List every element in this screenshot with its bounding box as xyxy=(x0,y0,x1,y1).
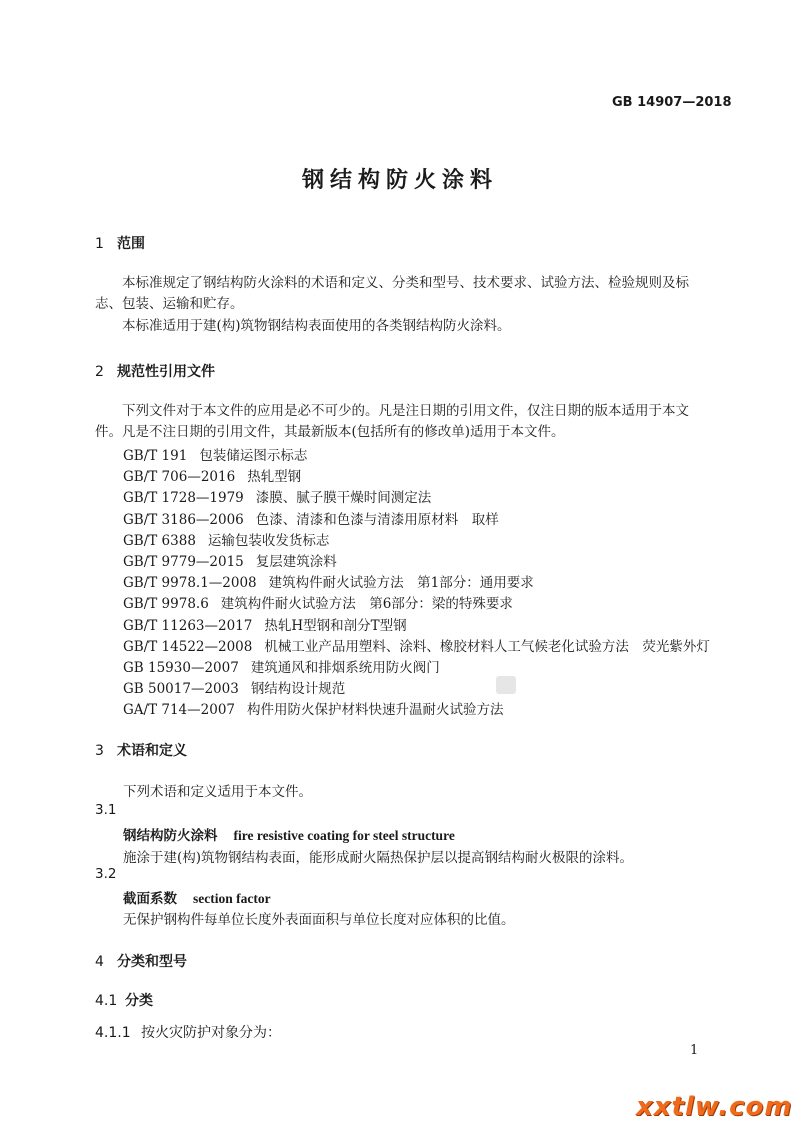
reference-code: GB/T 1728—1979 xyxy=(123,490,244,507)
reference-item xyxy=(123,486,431,506)
term-number: 3.1 xyxy=(95,802,117,818)
reference-code: GB 50017—2003 xyxy=(123,681,239,698)
page-number: 1 xyxy=(690,1043,699,1058)
reference-item xyxy=(123,614,407,634)
reference-code: GA/T 714—2007 xyxy=(123,702,236,719)
section-4-heading xyxy=(95,951,187,971)
section-title: 术语和定义 xyxy=(117,743,187,759)
term-english: section factor xyxy=(193,891,271,906)
section-number: 4 xyxy=(95,954,104,970)
reference-item xyxy=(123,444,307,464)
subsection-4-1-heading xyxy=(95,990,153,1010)
section-1-heading xyxy=(95,233,145,253)
scan-smudge xyxy=(496,676,516,694)
reference-item xyxy=(123,656,440,676)
reference-item xyxy=(123,550,337,570)
term-chinese: 钢结构防火涂料 xyxy=(123,828,218,844)
reference-title: 包装储运图示标志 xyxy=(199,448,308,464)
term-english: fire resistive coating for steel structure xyxy=(233,828,455,843)
reference-item xyxy=(123,677,345,697)
reference-title: 构件用防火保护材料快速升温耐火试验方法 xyxy=(247,702,504,719)
term-number: 3.2 xyxy=(95,866,117,882)
clause-4-1-1 xyxy=(95,1022,281,1042)
section-title: 范围 xyxy=(117,236,145,252)
reference-item xyxy=(123,465,301,485)
section-title: 分类和型号 xyxy=(117,954,187,970)
reference-title: 建筑通风和排烟系统用防火阀门 xyxy=(250,660,440,676)
reference-title: 色漆、清漆和色漆与清漆用原材料 取样 xyxy=(255,511,499,528)
reference-item xyxy=(123,571,534,591)
clause-number: 4.1.1 xyxy=(95,1025,131,1041)
subsection-number: 4.1 xyxy=(95,993,118,1009)
term-definition: 施涂于建(构)筑物钢结构表面，能形成耐火隔热保护层以提高钢结构耐火极限的涂料。 xyxy=(123,850,634,866)
section-number: 2 xyxy=(95,364,104,380)
reference-item xyxy=(123,508,499,528)
reference-code: GB/T 11263—2017 xyxy=(123,617,253,634)
section-title: 规范性引用文件 xyxy=(117,364,215,380)
reference-code: GB/T 9978.1—2008 xyxy=(123,575,257,592)
term-heading xyxy=(123,824,455,844)
refs-intro-paragraph: 下列文件对于本文件的应用是必不可少的。凡是注日期的引用文件，仅注日期的版本适用于本文件。凡是不注日期的引用文件，其最新版本(包括所有的修改单)适用于本文件。 xyxy=(95,403,689,440)
subsection-title: 分类 xyxy=(125,993,153,1009)
document-title: 钢结构防火涂料 xyxy=(301,168,498,193)
reference-code: GB/T 9779—2015 xyxy=(123,554,244,570)
reference-title: 建筑构件耐火试验方法 第1部分：通用要求 xyxy=(268,575,534,592)
reference-title: 热轧型钢 xyxy=(247,469,302,486)
reference-code: GB 15930—2007 xyxy=(123,660,239,676)
reference-title: 复层建筑涂料 xyxy=(255,554,337,570)
reference-item xyxy=(123,635,710,655)
reference-code: GB/T 6388 xyxy=(123,532,196,549)
reference-title: 建筑构件耐火试验方法 第6部分：梁的特殊要求 xyxy=(220,596,513,613)
reference-title: 漆膜、腻子膜干燥时间测定法 xyxy=(255,490,432,507)
watermark-logo: xxtlw.com xyxy=(636,1092,793,1122)
reference-code: GB/T 191 xyxy=(123,448,188,464)
reference-title: 机械工业产品用塑料、涂料、橡胶材料人工气候老化试验方法 荧光紫外灯 xyxy=(264,638,710,655)
standard-number: GB 14907—2018 xyxy=(612,95,732,110)
terms-intro: 下列术语和定义适用于本文件。 xyxy=(123,784,312,800)
term-chinese: 截面系数 xyxy=(123,891,177,907)
reference-item xyxy=(123,698,504,718)
term-definition: 无保护钢构件每单位长度外表面面积与单位长度对应体积的比值。 xyxy=(123,912,515,928)
scope-paragraph-2: 本标准适用于建(构)筑物钢结构表面使用的各类钢结构防火涂料。 xyxy=(122,318,511,334)
section-number: 3 xyxy=(95,743,104,759)
reference-code: GB/T 3186—2006 xyxy=(123,511,244,528)
scope-paragraph-1: 本标准规定了钢结构防火涂料的术语和定义、分类和型号、技术要求、试验方法、检验规则及标志、包装、运输和贮存。 xyxy=(95,275,689,312)
reference-code: GB/T 9978.6 xyxy=(123,596,209,613)
reference-code: GB/T 14522—2008 xyxy=(123,638,253,655)
section-3-heading xyxy=(95,740,187,760)
term-heading xyxy=(123,887,271,907)
clause-text: 按火灾防护对象分为： xyxy=(141,1025,281,1041)
section-2-heading xyxy=(95,361,215,381)
reference-title: 运输包装收发货标志 xyxy=(207,532,330,549)
reference-title: 热轧H型钢和剖分T型钢 xyxy=(264,617,407,634)
reference-code: GB/T 706—2016 xyxy=(123,469,236,486)
reference-title: 钢结构设计规范 xyxy=(250,681,346,698)
reference-item xyxy=(123,529,329,549)
reference-item xyxy=(123,592,513,612)
section-number: 1 xyxy=(95,236,104,252)
